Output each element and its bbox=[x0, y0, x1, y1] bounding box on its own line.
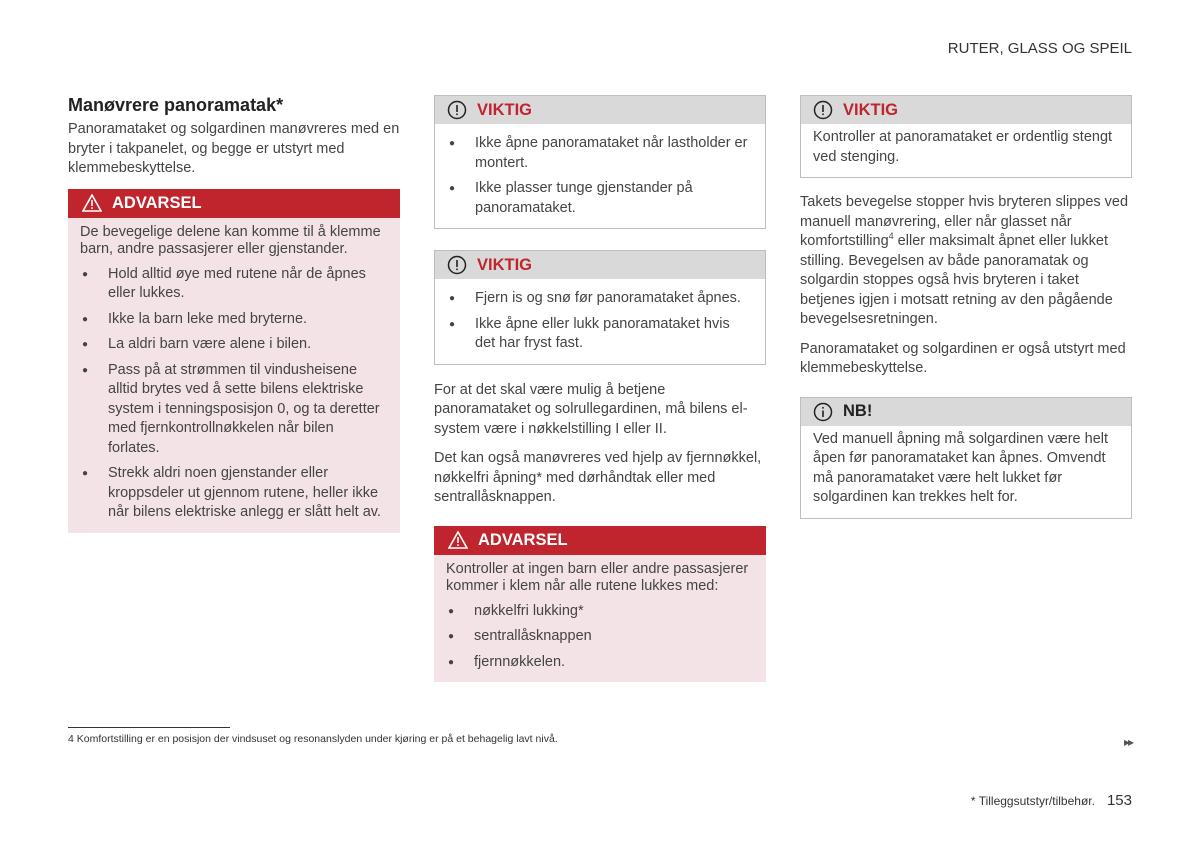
warning-header bbox=[68, 189, 400, 218]
footnote-divider bbox=[68, 727, 230, 728]
warning-list bbox=[446, 602, 754, 673]
important-box bbox=[800, 95, 1132, 178]
body-paragraph bbox=[800, 193, 1132, 330]
list-item: ● Fjern is og snø før panoramataket åpnes. bbox=[447, 289, 753, 309]
warning-header bbox=[434, 526, 766, 555]
warning-label: ADVARSEL bbox=[112, 193, 202, 212]
footnote: 4 Komfortstilling er en posisjon der vindsuset og resonanslyden under kjøring er på et behagelig lavt nivå. bbox=[68, 733, 558, 745]
important-box bbox=[434, 95, 766, 229]
exclamation-circle-icon bbox=[447, 255, 467, 275]
list-item: ● Ikke åpne panoramataket når lastholder er montert. bbox=[447, 134, 753, 173]
list-item: ● Pass på at strømmen til vindusheisene alltid brytes ved å sette bilens elektriske system i tenningsposisjon 0, og ta deretter med fjernkontrollnøkkelen når bilen forlates. bbox=[80, 361, 388, 459]
warning-triangle-icon bbox=[448, 531, 468, 549]
page-title: Manøvrere panoramatak* bbox=[68, 95, 284, 115]
exclamation-circle-icon bbox=[813, 100, 833, 120]
body-paragraph: Det kan også manøvreres ved hjelp av fjernnøkkel, nøkkelfri åpning* med dørhåndtak eller med sentrallåsknappen. bbox=[434, 450, 762, 505]
important-list bbox=[447, 134, 753, 218]
info-circle-icon bbox=[813, 402, 833, 422]
body-paragraph: Panoramataket og solgardinen er også utstyrt med klemmebeskyttelse. bbox=[800, 340, 1126, 376]
list-item: ● Ikke la barn leke med bryterne. bbox=[80, 310, 388, 330]
column-1 bbox=[68, 95, 400, 533]
warning-text: Kontroller at ingen barn eller andre passasjerer kommer i klem når alle rutene lukkes med: bbox=[446, 560, 749, 594]
important-label: VIKTIG bbox=[477, 100, 533, 119]
important-list bbox=[447, 289, 753, 354]
continue-arrows-icon: ▸▸ bbox=[1123, 735, 1132, 749]
note-text: Ved manuell åpning må solgardinen være helt åpen før panoramataket kan åpnes. Omvendt må panoramataket være helt lukket før solgardinen kan trekkes helt for. bbox=[813, 430, 1109, 505]
important-label: VIKTIG bbox=[843, 100, 899, 119]
list-item: ● Ikke plasser tunge gjenstander på panoramataket. bbox=[447, 179, 753, 218]
note-header bbox=[801, 398, 1131, 426]
accessory-note: * Tilleggsutstyr/tilbehør. bbox=[970, 794, 1095, 808]
list-item: ● Strekk aldri noen gjenstander eller kroppsdeler ut gjennom rutene, heller ikke når bilens elektriske anlegg er slått helt av. bbox=[80, 464, 388, 523]
section-header: RUTER, GLASS OG SPEIL bbox=[947, 40, 1132, 57]
body-text: eller maksimalt åpnet eller lukket stilling. Bevegelsen av både panoramatak og solgardin stoppes også hvis bryteren i taket betjenes igjen i motsatt retning av den pågående bevegelsesretningen. bbox=[800, 233, 1113, 327]
list-item: ● La aldri barn være alene i bilen. bbox=[80, 335, 388, 355]
list-item: ● sentrallåsknappen bbox=[446, 627, 754, 647]
warning-triangle-icon bbox=[82, 194, 102, 212]
important-header bbox=[435, 251, 765, 279]
warning-label: ADVARSEL bbox=[478, 530, 568, 549]
list-item: ● Ikke åpne eller lukk panoramataket hvis det har fryst fast. bbox=[447, 315, 753, 354]
warning-text: De bevegelige delene kan komme til å klemme barn, andre passasjerer eller gjenstander. bbox=[80, 223, 381, 257]
body-paragraph: For at det skal være mulig å betjene panoramataket og solrullegardinen, må bilens el-system være i nøkkelstilling I eller II. bbox=[434, 381, 748, 437]
page-number: 153 bbox=[1106, 792, 1132, 809]
page-footer bbox=[971, 792, 1132, 809]
important-label: VIKTIG bbox=[477, 255, 533, 274]
exclamation-circle-icon bbox=[447, 100, 467, 120]
important-box bbox=[434, 250, 766, 365]
warning-list bbox=[80, 265, 388, 523]
body-text: Takets bevegelse stopper hvis bryteren slippes ved manuell manøvrering, eller når glasset når komfortstilling bbox=[800, 194, 1129, 249]
note-box bbox=[800, 397, 1132, 519]
footnote-ref: 4 bbox=[888, 231, 894, 242]
list-item: ● fjernnøkkelen. bbox=[446, 653, 754, 673]
warning-box bbox=[68, 189, 400, 533]
warning-box bbox=[434, 526, 766, 683]
column-3 bbox=[800, 95, 1132, 519]
intro-text: Panoramataket og solgardinen manøvreres med en bryter i takpanelet, og begge er utstyrt med klemmebeskyttelse. bbox=[68, 121, 400, 176]
column-2 bbox=[434, 95, 766, 682]
important-text: Kontroller at panoramataket er ordentlig stengt ved stenging. bbox=[813, 129, 1113, 165]
important-header bbox=[435, 96, 765, 124]
list-item: ● Hold alltid øye med rutene når de åpnes eller lukkes. bbox=[80, 265, 388, 304]
list-item: ● nøkkelfri lukking* bbox=[446, 602, 754, 622]
important-header bbox=[801, 96, 1131, 124]
note-label: NB! bbox=[843, 402, 873, 420]
